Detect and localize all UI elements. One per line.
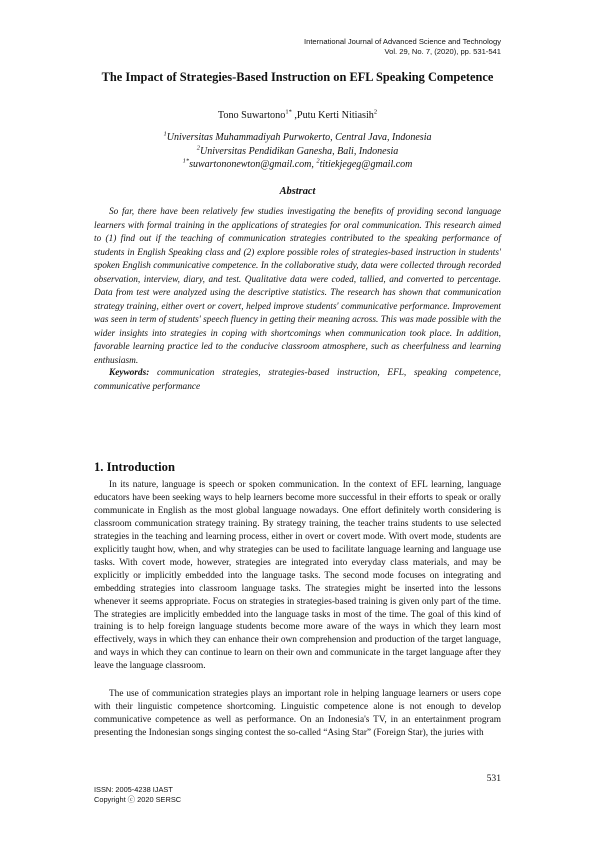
- affiliations: [92, 131, 503, 172]
- paper-title: The Impact of Strategies-Based Instruction on EFL Speaking Competence: [101, 70, 494, 84]
- email-1-mark: 1*: [182, 157, 190, 165]
- email-2: titiekjegeg@gmail.com: [319, 159, 413, 170]
- footer-issn: ISSN: 2005-4238 IJAST: [94, 785, 173, 794]
- email-line: [92, 158, 503, 172]
- journal-header: [304, 37, 501, 57]
- keywords-text: communication strategies, strategies-based instruction, EFL, speaking competence, communicative performance: [94, 368, 501, 392]
- author-separator: ,: [291, 110, 297, 121]
- affiliation-2: [92, 145, 503, 159]
- footer-copyright: Copyright ⓒ 2020 SERSC: [94, 794, 182, 804]
- author-2: Putu Kerti Nitiasih: [296, 110, 374, 121]
- email-2-mark: 2: [316, 157, 320, 165]
- author-2-mark: 2: [373, 108, 378, 116]
- affiliation-2-mark: 2: [196, 144, 200, 152]
- affiliation-1: [92, 131, 503, 145]
- affiliation-1-mark: 1: [163, 130, 167, 138]
- author-1-mark: 1*: [285, 108, 292, 116]
- author-1: Tono Suwartono: [217, 110, 286, 121]
- journal-name: International Journal of Advanced Science and Technology: [303, 37, 501, 46]
- email-1: suwartononewton@gmail.com,: [189, 159, 317, 170]
- page-number: 531: [486, 773, 501, 784]
- body-paragraph: In its nature, language is speech or spoken communication. In the context of EFL learning, language educators have been seeking ways to help learners become more successful in their efforts to speak or orally communicate in English as the most global language nowadays. One effort definitely worth considering is classroom communication strategy training. By strategy training, the teacher trains students to use selected strategies in the teaching and learning process, either in overt or covert mode. With overt mode, students are explicitly taught how, when, and why strategies can be used to facilitate language learning and language use tasks. With covert mode, however, strategies are integrated into everyday class materials, and may be explicitly or implicitly embedded into the language tasks. The second mode focuses on integrating and embedding strategies into classroom language tasks. The strategies might be inserted into the lessons whenever it seems appropriate. Focus on strategies in strategies-based training is given only part of the time. The strategies are implicitly embedded into the language tasks in most of the time. The goal of this kind of training is to help foreign language students become more aware of the ways in which they learn most effectively, ways in which they can enhance their own comprehension and production of the target language, and ways in which they can continue to learn on their own and communicate in the target language after they leave the language classroom.: [94, 480, 501, 672]
- section-heading: 1. Introduction: [94, 460, 175, 474]
- abstract-text: So far, there have been relatively few studies investigating the benefits of providing second language learners with formal training in the applications of strategies for oral communication. This research aimed to (1) find out if the teaching of communication strategies contributed to the speaking performance of students in English Speaking class and (2) explore possible roles of strategies-based instruction in students' spoken English communicative competence. In the collaborative study, data were collected through recorded observation, interview, diary, and test. Qualitative data were coded, tallied, and converted to percentage. Data from test were analyzed using the descriptive statistics. The research has shown that communication strategy training, either overt or covert, helped improve students' communicative performance. Improvement was seen in term of students' speech fluency in getting their meaning across. This was made possible with the wider insights into strategies in coping with shortcomings when communication took place. In addition, favorable learning practice led to the conducive classroom atmosphere, such as cheerfulness and learning enthusiasm.: [94, 207, 501, 367]
- abstract-heading: Abstract: [279, 186, 316, 197]
- keywords-label: Keywords:: [109, 368, 150, 378]
- journal-volume: Vol. 29, No. 7, (2020), pp. 531-541: [384, 47, 501, 56]
- affiliation-2-text: Universitas Pendidikan Ganesha, Bali, Indonesia: [199, 145, 399, 157]
- affiliation-1-text: Universitas Muhammadiyah Purwokerto, Central Java, Indonesia: [166, 132, 432, 143]
- footer: [94, 785, 181, 804]
- author-line: [92, 110, 503, 121]
- body-paragraph: The use of communication strategies plays an important role in helping language learners or users cope with their linguistic competence shortcoming. Linguistic competence alone is not enough to develop communicative competence as well as performance. On an Indonesia's TV, in an entertainment program presenting the Indonesian songs singing contest the so-called “Asing Star” (Foreign Star), the juries with: [94, 689, 501, 738]
- keywords: [94, 367, 501, 394]
